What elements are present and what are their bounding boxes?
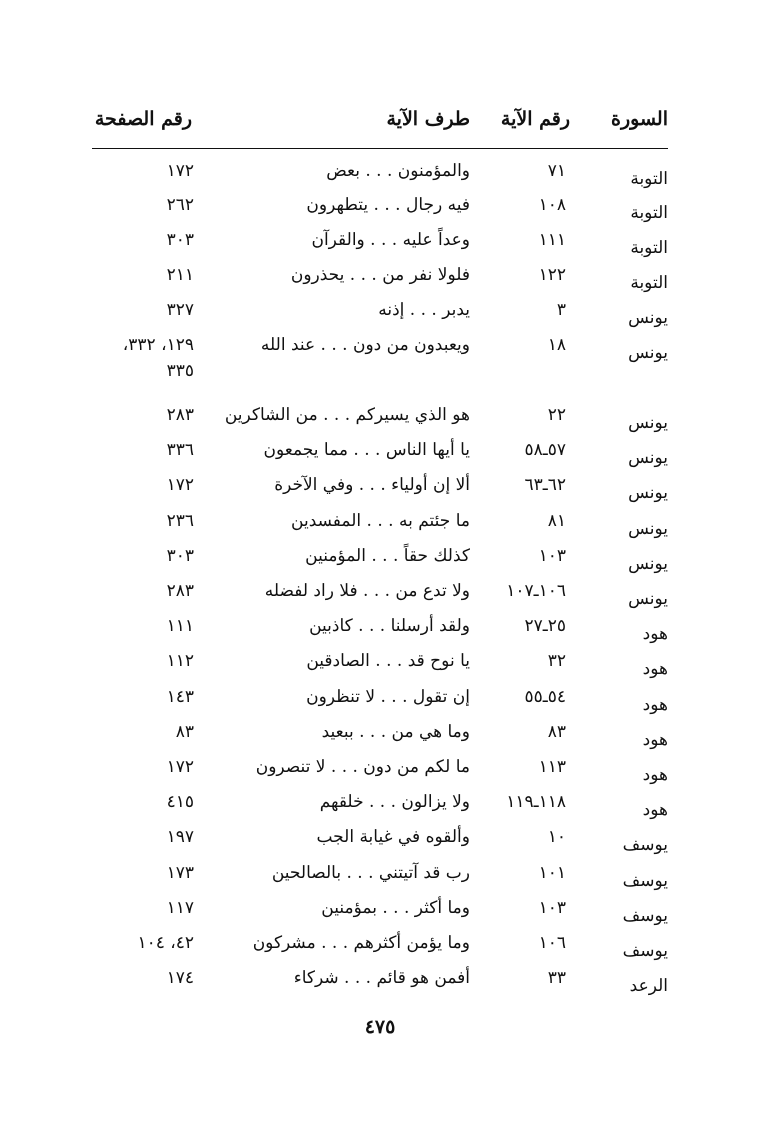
surah-name: هود — [642, 800, 668, 820]
surah-name: يونس — [628, 589, 668, 609]
page-reference: ١٤٣ — [166, 687, 194, 707]
page-reference: ٣٠٣ — [166, 546, 194, 566]
ayah-number: ١٠٣ — [538, 898, 566, 918]
ayah-fragment: والمؤمنون . . . بعض — [326, 161, 470, 181]
ayah-number: ٧١ — [547, 161, 566, 181]
ayah-number: ١١٨ـ١١٩ — [506, 792, 566, 812]
page-reference: ٣٠٣ — [166, 230, 194, 250]
table-row — [0, 650, 760, 684]
ayah-number: ٣ — [556, 300, 566, 320]
table-row — [0, 756, 760, 790]
table-row — [0, 862, 760, 896]
surah-name: هود — [642, 624, 668, 644]
ayah-number: ٢٥ـ٢٧ — [524, 616, 566, 636]
header-ayah-number: رقم الآية — [500, 108, 570, 130]
ayah-fragment: وألقوه في غيابة الجب — [316, 827, 470, 847]
table-row — [0, 615, 760, 649]
ayah-fragment: ما جئتم به . . . المفسدين — [291, 511, 470, 531]
table-row — [0, 721, 760, 755]
ayah-fragment: يدبر . . . إذنه — [378, 300, 470, 320]
surah-name: يونس — [628, 413, 668, 433]
ayah-fragment: وما أكثر . . . بمؤمنين — [321, 898, 470, 918]
page-reference-continued: ٣٣٥ — [166, 361, 194, 381]
table-row — [0, 967, 760, 1001]
ayah-fragment: وما يؤمن أكثرهم . . . مشركون — [252, 933, 470, 953]
ayah-fragment: ألا إن أولياء . . . وفي الآخرة — [274, 475, 470, 495]
ayah-fragment: إن تقول . . . لا تنظرون — [306, 687, 470, 707]
page-reference: ١١٢ — [166, 651, 194, 671]
ayah-number: ٣٣ — [547, 968, 566, 988]
surah-name: هود — [642, 730, 668, 750]
table-row — [0, 686, 760, 720]
surah-name: هود — [642, 659, 668, 679]
ayah-fragment: يا أيها الناس . . . مما يجمعون — [263, 440, 470, 460]
page-reference: ١٩٧ — [166, 827, 194, 847]
table-row — [0, 791, 760, 825]
ayah-fragment: ولا يزالون . . . خلقهم — [319, 792, 470, 812]
table-row — [0, 545, 760, 579]
ayah-fragment: وما هي من . . . ببعيد — [321, 722, 470, 742]
table-row — [0, 334, 760, 381]
ayah-number: ١٠٦ — [538, 933, 566, 953]
ayah-fragment: يا نوح قد . . . الصادقين — [306, 651, 470, 671]
surah-name: هود — [642, 765, 668, 785]
ayah-fragment: وعداً عليه . . . والقرآن — [311, 230, 470, 250]
page-reference: ٢٨٣ — [166, 405, 194, 425]
ayah-fragment: فلولا نفر من . . . يحذرون — [290, 265, 470, 285]
table-row — [0, 474, 760, 508]
page-reference: ١٧٢ — [166, 161, 194, 181]
table-row — [0, 932, 760, 966]
surah-name: هود — [642, 695, 668, 715]
ayah-fragment: ما لكم من دون . . . لا تنصرون — [255, 757, 470, 777]
page-reference: ٢٣٦ — [166, 511, 194, 531]
surah-name: يوسف — [622, 871, 668, 891]
table-row — [0, 439, 760, 473]
page-reference: ٣٣٦ — [166, 440, 194, 460]
surah-name: يونس — [628, 483, 668, 503]
surah-name: التوبة — [630, 273, 668, 293]
page-number: ٤٧٥ — [364, 1016, 396, 1038]
ayah-fragment: هو الذي يسيركم . . . من الشاكرين — [224, 405, 470, 425]
table-row — [0, 580, 760, 614]
ayah-fragment: ولقد أرسلنا . . . كاذبين — [309, 616, 470, 636]
table-row — [0, 826, 760, 860]
surah-name: يونس — [628, 343, 668, 363]
page-reference: ١١١ — [166, 616, 194, 636]
page-reference: ١٧٣ — [166, 863, 194, 883]
page-reference: ٢٨٣ — [166, 581, 194, 601]
page-reference: ٣٢٧ — [166, 300, 194, 320]
ayah-number: ١٠٦ـ١٠٧ — [506, 581, 566, 601]
surah-name: التوبة — [630, 203, 668, 223]
table-row — [0, 194, 760, 228]
table-header — [0, 108, 760, 140]
table-row — [0, 299, 760, 333]
ayah-fragment: رب قد آتيتني . . . بالصالحين — [271, 863, 470, 883]
ayah-number: ٨٣ — [547, 722, 566, 742]
ayah-fragment: ويعبدون من دون . . . عند الله — [260, 335, 470, 355]
table-row — [0, 160, 760, 194]
ayah-number: ٥٧ـ٥٨ — [524, 440, 566, 460]
ayah-fragment: فيه رجال . . . يتطهرون — [306, 195, 470, 215]
surah-name: يونس — [628, 519, 668, 539]
ayah-number: ٣٢ — [547, 651, 566, 671]
ayah-number: ١٠٨ — [538, 195, 566, 215]
ayah-number: ١١١ — [538, 230, 566, 250]
surah-name: يوسف — [622, 906, 668, 926]
ayah-number: ١٢٢ — [538, 265, 566, 285]
page-reference: ٤٢، ١٠٤ — [137, 933, 194, 953]
surah-name: الرعد — [629, 976, 668, 996]
table-row — [0, 229, 760, 263]
page-reference: ٨٣ — [175, 722, 194, 742]
ayah-number: ٥٤ـ٥٥ — [524, 687, 566, 707]
table-row — [0, 264, 760, 298]
header-surah: السورة — [611, 108, 668, 130]
ayah-number: ١١٣ — [538, 757, 566, 777]
ayah-fragment: أفمن هو قائم . . . شركاء — [293, 968, 470, 988]
ayah-number: ٢٢ — [547, 405, 566, 425]
surah-name: يونس — [628, 308, 668, 328]
ayah-number: ١٠ — [547, 827, 566, 847]
page-reference: ١١٧ — [166, 898, 194, 918]
page-reference: ١٧٤ — [166, 968, 194, 988]
ayah-number: ١٨ — [547, 335, 566, 355]
surah-name: التوبة — [630, 238, 668, 258]
table-row — [0, 404, 760, 438]
surah-name: التوبة — [630, 169, 668, 189]
ayah-number: ١٠٣ — [538, 546, 566, 566]
page-reference: ١٧٢ — [166, 757, 194, 777]
header-ayah-fragment: طرف الآية — [386, 108, 470, 130]
surah-name: يونس — [628, 448, 668, 468]
page-reference: ٤١٥ — [166, 792, 194, 812]
page-reference: ٢١١ — [166, 265, 194, 285]
ayah-number: ٨١ — [547, 511, 566, 531]
surah-name: يوسف — [622, 835, 668, 855]
ayah-fragment: كذلك حقاً . . . المؤمنين — [305, 546, 470, 566]
header-divider — [92, 148, 668, 149]
surah-name: يوسف — [622, 941, 668, 961]
ayah-number: ٦٢ـ٦٣ — [524, 475, 566, 495]
page-reference: ١٧٢ — [166, 475, 194, 495]
header-page-number: رقم الصفحة — [94, 108, 192, 130]
ayah-number: ١٠١ — [538, 863, 566, 883]
table-row — [0, 897, 760, 931]
ayah-fragment: ولا تدع من . . . فلا راد لفضله — [264, 581, 470, 601]
table-row — [0, 510, 760, 544]
surah-name: يونس — [628, 554, 668, 574]
page-reference: ١٢٩، ٣٣٢، — [122, 335, 194, 355]
page-reference: ٢٦٢ — [166, 195, 194, 215]
